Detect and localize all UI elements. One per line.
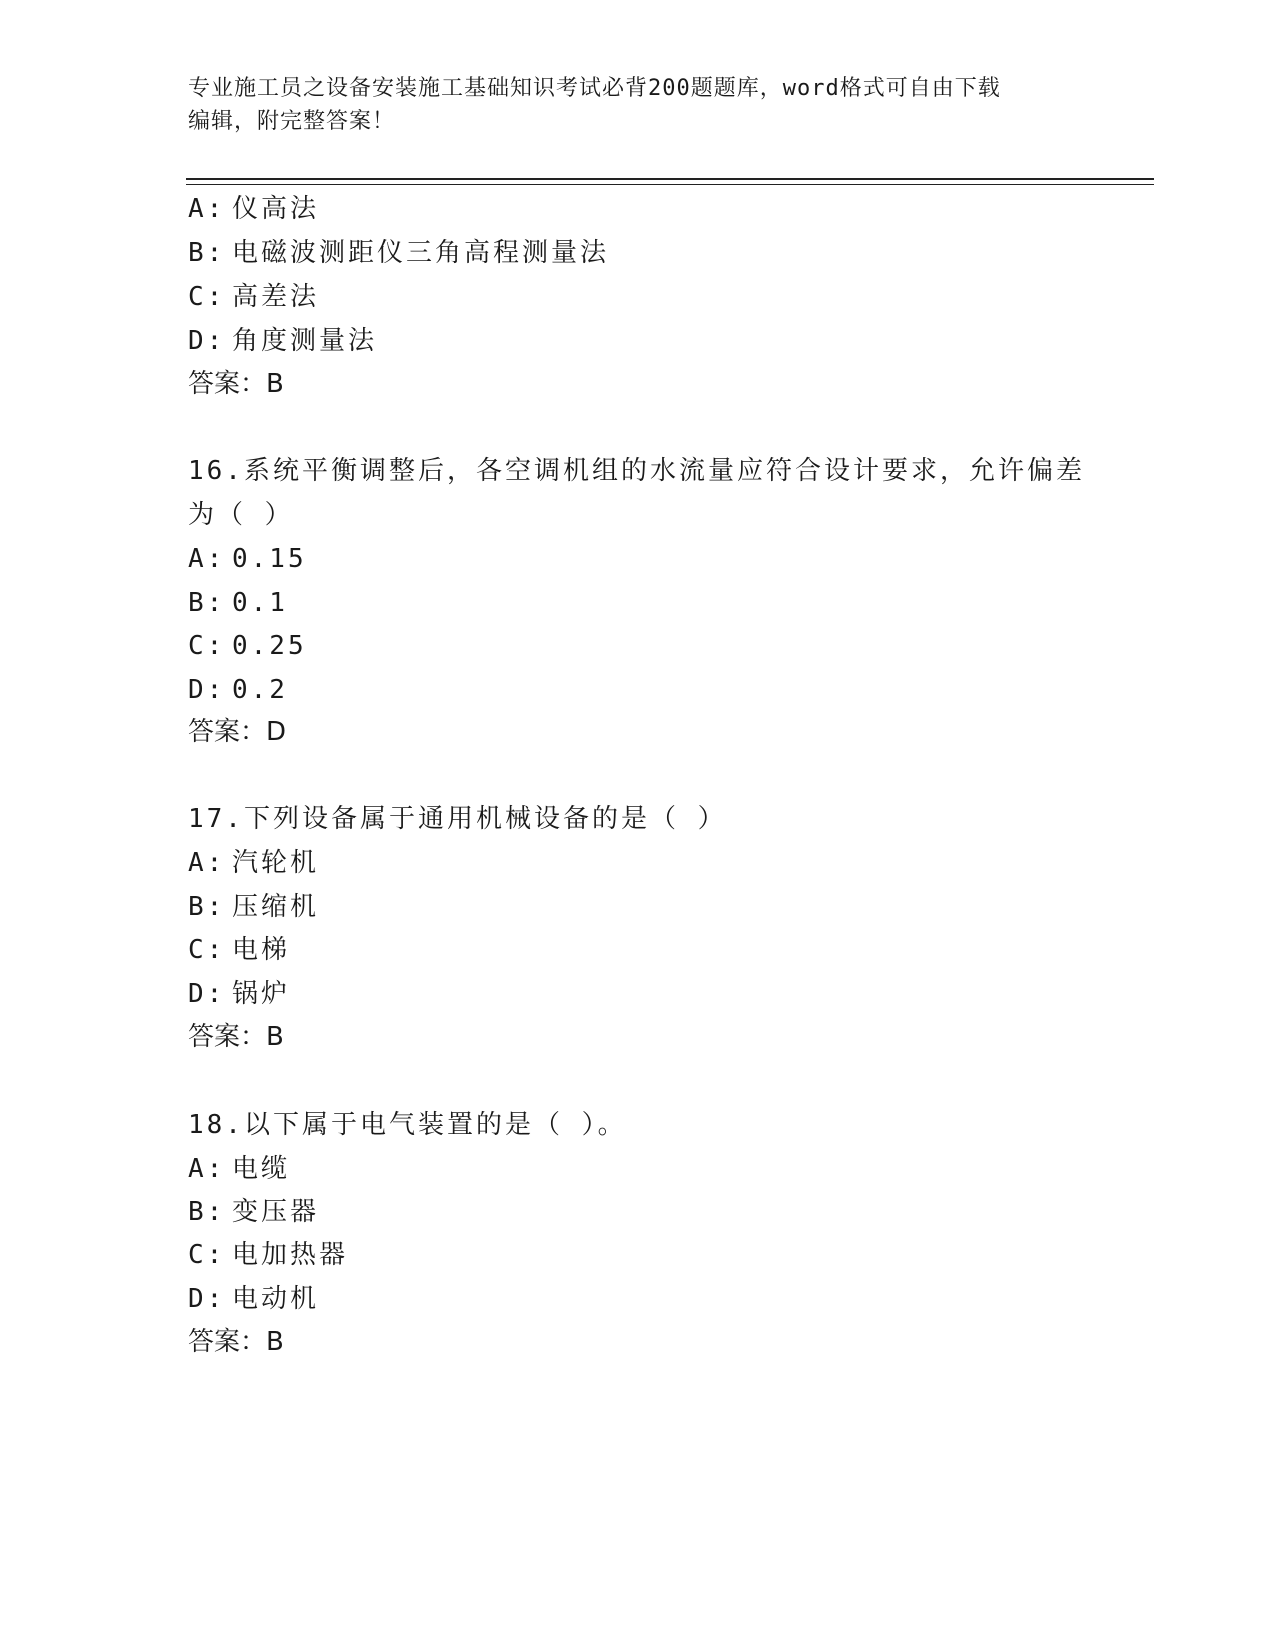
option-letter: D: — [188, 1284, 226, 1314]
header-divider-thick — [186, 178, 1154, 180]
option-letter: B: — [188, 588, 226, 618]
q16-answer: 答案：D — [188, 717, 287, 747]
q16-option-b — [188, 586, 288, 620]
header-line-2: 编辑，附完整答案！ — [188, 109, 396, 134]
q17-option-d — [188, 977, 290, 1011]
q18-option-d — [188, 1282, 319, 1316]
q16-question-line-1: 16.系统平衡调整后，各空调机组的水流量应符合设计要求，允许偏差 — [188, 456, 1085, 486]
q17-option-a — [188, 846, 319, 880]
q17-question: 17.下列设备属于通用机械设备的是（ ） — [188, 804, 727, 834]
option-letter: C: — [188, 1240, 226, 1270]
q16-option-c — [188, 629, 307, 663]
option-text: 变压器 — [232, 1197, 320, 1227]
option-text: 汽轮机 — [232, 848, 320, 878]
q15-option-c — [188, 280, 319, 314]
option-text: 压缩机 — [232, 892, 320, 922]
option-letter: B: — [188, 892, 226, 922]
option-letter: B: — [188, 1197, 226, 1227]
header-divider-thin — [186, 184, 1154, 185]
option-text: 电磁波测距仪三角高程测量法 — [232, 238, 610, 268]
option-letter: A: — [188, 544, 226, 574]
option-text: 电加热器 — [232, 1240, 349, 1270]
option-letter: B: — [188, 238, 226, 268]
q18-option-c — [188, 1238, 348, 1272]
option-letter: C: — [188, 935, 226, 965]
option-letter: D: — [188, 675, 226, 705]
option-text: 高差法 — [232, 282, 320, 312]
q18-option-b — [188, 1195, 319, 1229]
q18-option-a — [188, 1152, 290, 1186]
q17-answer: 答案：B — [188, 1022, 284, 1052]
option-text: 0.25 — [232, 631, 307, 661]
option-text: 电梯 — [232, 935, 291, 965]
document-header — [188, 72, 1088, 138]
q18-answer: 答案：B — [188, 1327, 284, 1357]
option-text: 0.15 — [232, 544, 307, 574]
q16-question-line-2: 为（ ） — [188, 500, 294, 530]
option-text: 电动机 — [232, 1284, 320, 1314]
header-line-1: 专业施工员之设备安装施工基础知识考试必背200题题库，word格式可自由下载 — [188, 76, 1001, 101]
option-letter: A: — [188, 1154, 226, 1184]
option-text: 0.1 — [232, 588, 288, 618]
option-letter: A: — [188, 848, 226, 878]
q15-option-b — [188, 236, 609, 270]
option-letter: C: — [188, 631, 226, 661]
option-text: 0.2 — [232, 675, 288, 705]
q17-option-b — [188, 890, 319, 924]
q16-option-d — [188, 673, 288, 707]
option-text: 仪高法 — [232, 194, 320, 224]
option-letter: D: — [188, 326, 226, 356]
option-text: 锅炉 — [232, 979, 291, 1009]
option-text: 角度测量法 — [232, 326, 378, 356]
option-text: 电缆 — [232, 1154, 291, 1184]
option-letter: D: — [188, 979, 226, 1009]
option-letter: A: — [188, 194, 226, 224]
q18-question: 18.以下属于电气装置的是（ ）。 — [188, 1110, 627, 1140]
q15-answer: 答案：B — [188, 369, 284, 399]
q17-option-c — [188, 933, 290, 967]
q15-option-d — [188, 324, 377, 358]
q16-option-a — [188, 542, 307, 576]
q15-option-a — [188, 192, 319, 226]
option-letter: C: — [188, 282, 226, 312]
